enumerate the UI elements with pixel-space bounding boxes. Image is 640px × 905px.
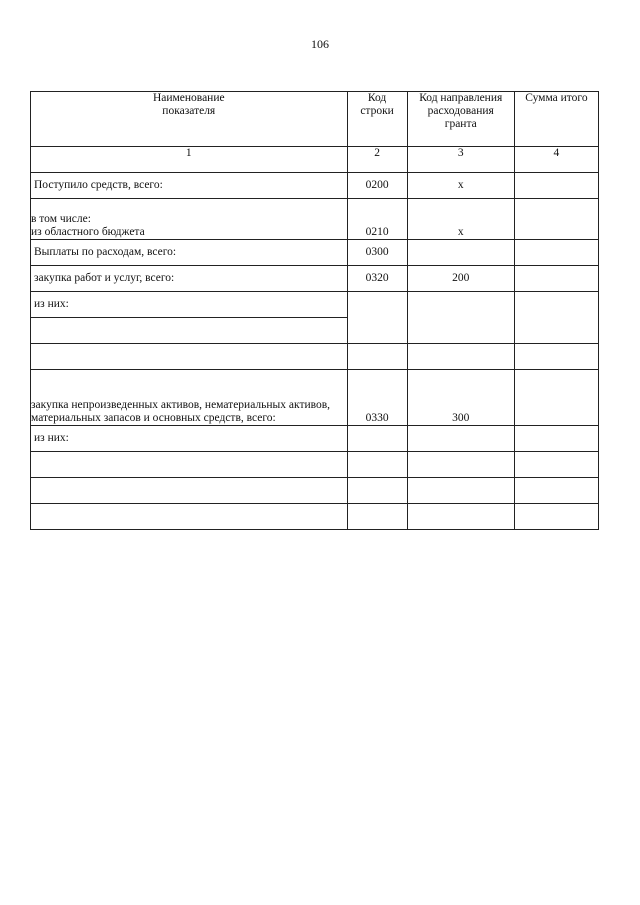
header-code: Код строки <box>347 92 407 147</box>
row-direction: 300 <box>407 370 514 426</box>
row-direction <box>407 292 514 344</box>
row-sum <box>514 173 598 199</box>
row-sum <box>514 370 598 426</box>
column-number-2: 2 <box>347 147 407 173</box>
row-direction: х <box>407 173 514 199</box>
row-code <box>347 452 407 478</box>
row-name <box>31 504 348 530</box>
header-sum: Сумма итого <box>514 92 598 147</box>
table-header-row <box>31 92 599 147</box>
row-code <box>347 292 407 344</box>
table-row <box>31 370 599 426</box>
row-name: Поступило средств, всего: <box>31 173 348 199</box>
column-numbers-row <box>31 147 599 173</box>
row-code: 0210 <box>347 199 407 240</box>
table-row <box>31 426 599 452</box>
row-name <box>31 452 348 478</box>
column-number-4: 4 <box>514 147 598 173</box>
row-code <box>347 504 407 530</box>
table-row <box>31 199 599 240</box>
row-sum <box>514 452 598 478</box>
table-row <box>31 240 599 266</box>
row-name: закупка работ и услуг, всего: <box>31 266 348 292</box>
row-code: 0330 <box>347 370 407 426</box>
row-sum <box>514 504 598 530</box>
row-sum <box>514 199 598 240</box>
row-name: из них: <box>31 292 348 318</box>
row-sum <box>514 240 598 266</box>
row-name: закупка непроизведенных активов, нематериальных активов, материальных запасов и основных средств, всего: <box>31 370 348 426</box>
row-sum <box>514 266 598 292</box>
column-number-1: 1 <box>31 147 348 173</box>
row-direction <box>407 240 514 266</box>
page-number: 106 <box>311 37 329 51</box>
row-code: 0300 <box>347 240 407 266</box>
grant-expenditure-table <box>30 91 599 530</box>
table-row <box>31 266 599 292</box>
row-code: 0200 <box>347 173 407 199</box>
row-sum <box>514 478 598 504</box>
table-row <box>31 452 599 478</box>
table-row <box>31 504 599 530</box>
row-sum <box>514 292 598 344</box>
row-direction: х <box>407 199 514 240</box>
row-direction <box>407 426 514 452</box>
table-row <box>31 292 599 318</box>
table-row <box>31 478 599 504</box>
table-row <box>31 173 599 199</box>
row-sum <box>514 426 598 452</box>
row-name <box>31 478 348 504</box>
row-direction: 200 <box>407 266 514 292</box>
row-code: 0320 <box>347 266 407 292</box>
row-code <box>347 426 407 452</box>
header-direction: Код направления расходования гранта <box>407 92 514 147</box>
table-row <box>31 344 599 370</box>
row-name: Выплаты по расходам, всего: <box>31 240 348 266</box>
row-name: в том числе: из областного бюджета <box>31 199 348 240</box>
row-direction <box>407 478 514 504</box>
header-name: Наименование показателя <box>31 92 348 147</box>
row-name <box>31 318 348 344</box>
row-direction <box>407 452 514 478</box>
row-direction <box>407 504 514 530</box>
column-number-3: 3 <box>407 147 514 173</box>
row-direction <box>407 344 514 370</box>
row-name <box>31 344 348 370</box>
row-name: из них: <box>31 426 348 452</box>
row-code <box>347 344 407 370</box>
row-sum <box>514 344 598 370</box>
row-code <box>347 478 407 504</box>
